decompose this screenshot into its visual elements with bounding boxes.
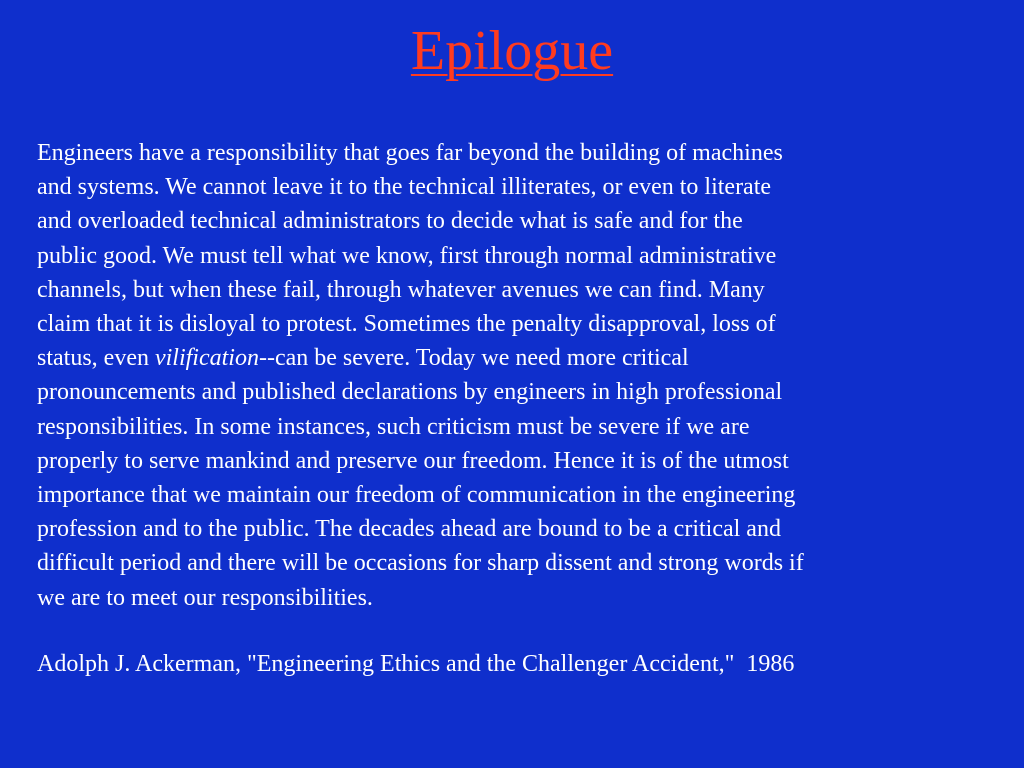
paragraph-line: public good. We must tell what we know, first through normal administrative xyxy=(37,242,777,269)
paragraph-line: and overloaded technical administrators to decide what is safe and for the xyxy=(37,208,743,235)
paragraph-line: channels, but when these fail, through whatever avenues we can find. Many xyxy=(37,276,765,303)
paragraph-line: we are to meet our responsibilities. xyxy=(37,584,373,611)
paragraph-line: Engineers have a responsibility that goes far beyond the building of machines xyxy=(37,140,783,166)
quote-paragraph xyxy=(37,136,977,615)
paragraph-fragment: status, even xyxy=(37,345,155,372)
paragraph-line: and systems. We cannot leave it to the technical illiterates, or even to literate xyxy=(37,174,772,201)
paragraph-line: responsibilities. In some instances, such criticism must be severe if we are xyxy=(37,413,750,440)
paragraph-fragment: --can be severe. Today we need more critical xyxy=(258,345,689,372)
slide-title[interactable]: Epilogue xyxy=(410,20,614,82)
paragraph-line: profession and to the public. The decades ahead are bound to be a critical and xyxy=(37,516,781,543)
paragraph-line: claim that it is disloyal to protest. Sometimes the penalty disapproval, loss of xyxy=(37,311,776,338)
citation: Adolph J. Ackerman, "Engineering Ethics and the Challenger Accident," 1986 xyxy=(37,651,795,677)
emphasized-word: vilification xyxy=(154,345,259,372)
paragraph-line: importance that we maintain our freedom of communication in the engineering xyxy=(37,482,796,509)
paragraph-line: difficult period and there will be occasions for sharp dissent and strong words if xyxy=(37,550,804,577)
paragraph-line: pronouncements and published declarations by engineers in high professional xyxy=(37,379,783,406)
paragraph-line xyxy=(37,341,977,375)
paragraph-line: properly to serve mankind and preserve our freedom. Hence it is of the utmost xyxy=(37,447,789,474)
